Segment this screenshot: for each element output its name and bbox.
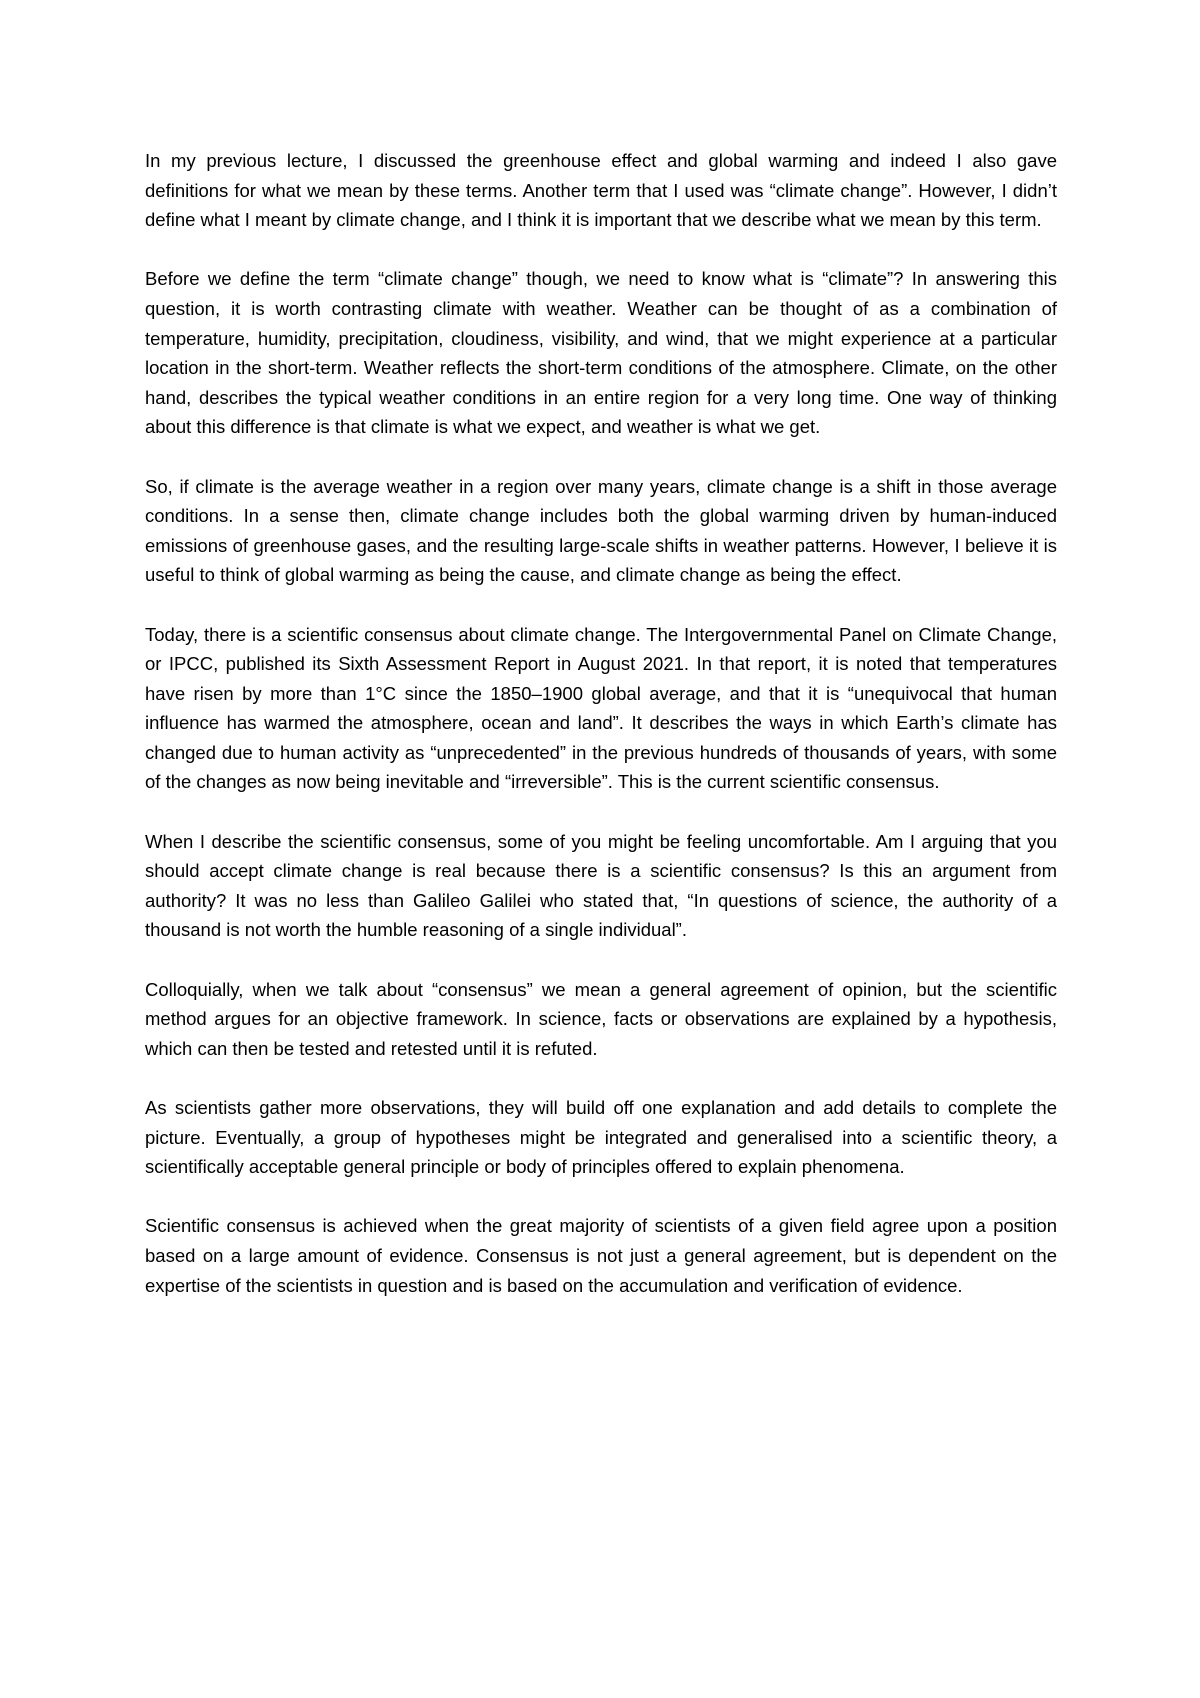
paragraph-5: When I describe the scientific consensus, some of you might be feeling uncomfortable. Am I arguing that you should accept climate change is real because there is a scientific consensus? Is this an argument from authority? It was no less than Galileo Galilei who stated that, “In questions of science, the authority of a thousand is not worth the humble reasoning of a single individual”. — [145, 830, 1057, 941]
paragraph-4: Today, there is a scientific consensus about climate change. The Intergovernmental Panel on Climate Change, or IPCC, published its Sixth Assessment Report in August 2021. In that report, it is noted that temperatures have risen by more than 1°C since the 1850–1900 global average, and that it is “unequivocal that human influence has warmed the atmosphere, ocean and land”. It describes the ways in which Earth’s climate has changed due to human activity as “unprecedented” in the previous hundreds of thousands of years, with some of the changes as now being inevitable and “irreversible”. This is the current scientific consensus. — [145, 623, 1057, 793]
paragraph-8: Scientific consensus is achieved when the great majority of scientists of a given field agree upon a position based on a large amount of evidence. Consensus is not just a general agreement, but is dependent on the expertise of the scientists in question and is based on the accumulation and verification of evidence. — [145, 1215, 1057, 1296]
paragraph-7: As scientists gather more observations, they will build off one explanation and add details to complete the picture. Eventually, a group of hypotheses might be integrated and generalised into a scientific theory, a scientifically acceptable general principle or body of principles offered to explain phenomena. — [145, 1097, 1057, 1178]
paragraph-2: Before we define the term “climate change” though, we need to know what is “climate”? In answering this question, it is worth contrasting climate with weather. Weather can be thought of as a combination of temperature, humidity, precipitation, cloudiness, visibility, and wind, that we might experience at a particular location in the short-term. Weather reflects the short-term conditions of the atmosphere. Climate, on the other hand, describes the typical weather conditions in an entire region for a very long time. One way of thinking about this difference is that climate is what we expect, and weather is what we get. — [145, 268, 1057, 438]
document-body — [145, 146, 1057, 1300]
paragraph-3: So, if climate is the average weather in a region over many years, climate change is a shift in those average conditions. In a sense then, climate change includes both the global warming driven by human-induced emissions of greenhouse gases, and the resulting large-scale shifts in weather patterns. However, I believe it is useful to think of global warming as being the cause, and climate change as being the effect. — [145, 475, 1057, 586]
paragraph-1: In my previous lecture, I discussed the greenhouse effect and global warming and indeed I also gave definitions for what we mean by these terms. Another term that I used was “climate change”. However, I didn’t define what I meant by climate change, and I think it is important that we describe what we mean by this term. — [145, 150, 1057, 231]
paragraph-6: Colloquially, when we talk about “consensus” we mean a general agreement of opinion, but the scientific method argues for an objective framework. In science, facts or observations are explained by a hypothesis, which can then be tested and retested until it is refuted. — [145, 978, 1057, 1059]
